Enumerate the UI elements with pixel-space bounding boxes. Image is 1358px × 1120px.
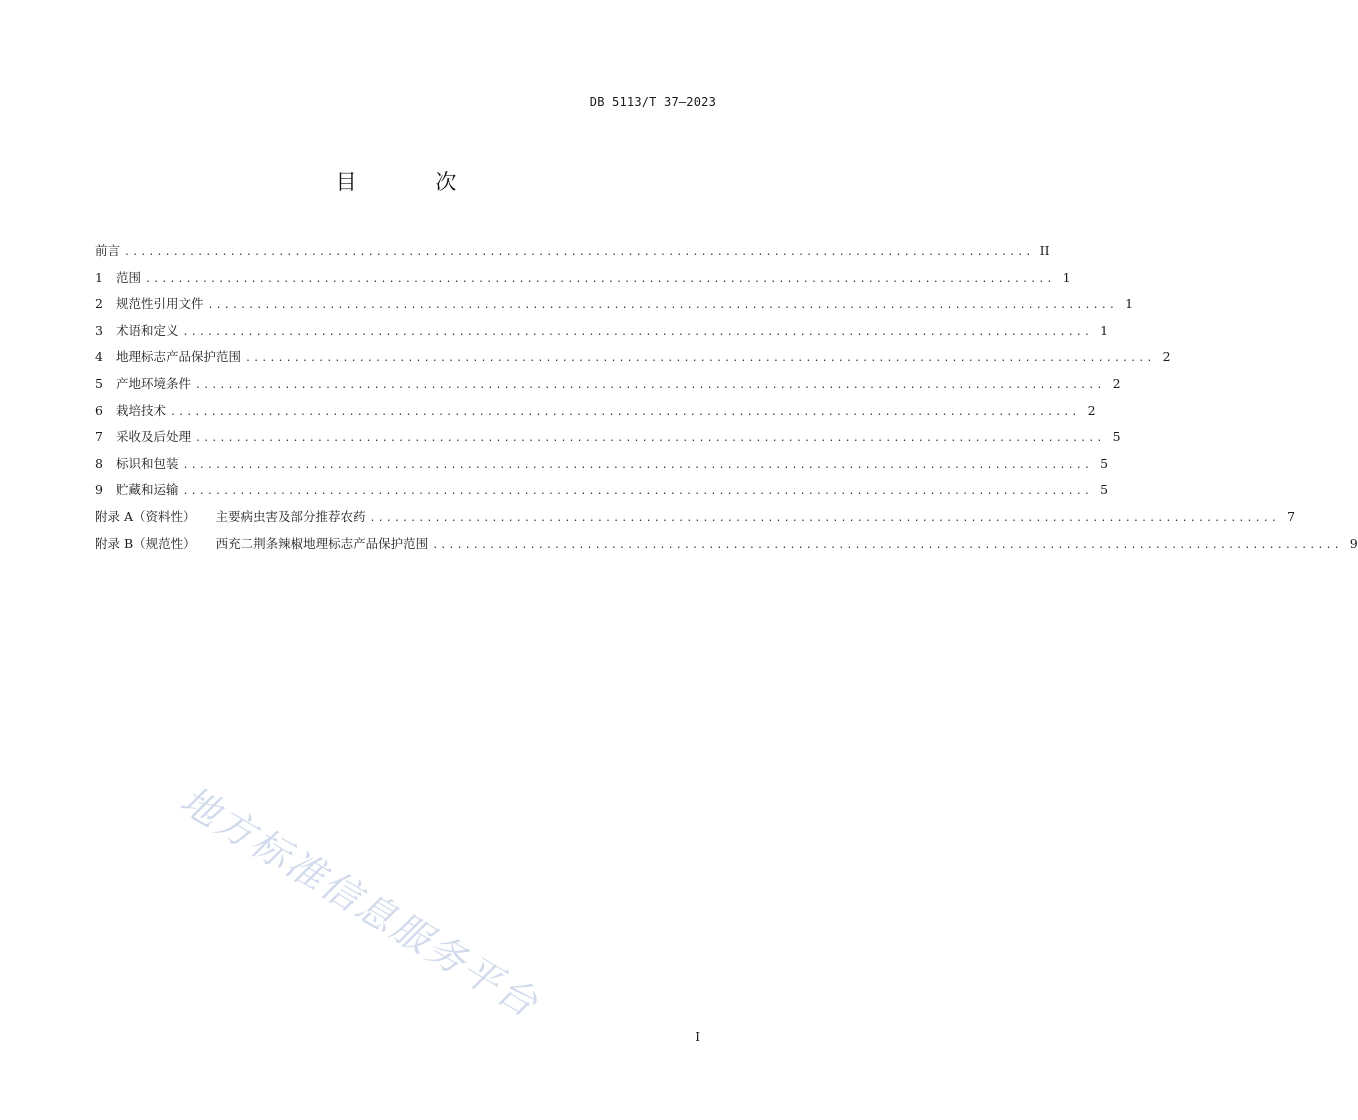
toc-entry-normative-references[interactable] — [95, 291, 1134, 318]
toc-page-number: 5 — [1100, 455, 1109, 471]
toc-page-number: 7 — [1287, 508, 1296, 524]
toc-entry-label: 规范性引用文件 — [116, 296, 204, 312]
toc-leader-dots: ................................................................................................................ — [124, 247, 1034, 258]
toc-entry-label: 主要病虫害及部分推荐农药 — [215, 508, 366, 524]
toc-section-number: 8 — [95, 455, 103, 471]
toc-leader-dots: ................................................................................................................ — [369, 512, 1280, 524]
watermark: 地方标准信息服务平台 — [172, 777, 547, 1027]
toc-entry-label: 贮藏和运输 — [116, 482, 179, 498]
toc-entry-label: 范围 — [116, 269, 142, 285]
toc-page-number: 5 — [1112, 429, 1121, 445]
toc-entry-annex-b[interactable] — [95, 531, 1358, 558]
toc-section-number: 9 — [95, 482, 103, 498]
toc-entry-label: 栽培技术 — [116, 402, 167, 418]
toc-entry-labeling-packaging[interactable] — [95, 451, 1109, 478]
toc-entry-label: 西充二荆条辣椒地理标志产品保护范围 — [215, 535, 429, 551]
toc-page-number: 2 — [1162, 349, 1171, 365]
toc-leader-dots: ................................................................................................................ — [195, 433, 1105, 445]
toc-annex-kind: 附录 A（资料性） — [95, 508, 196, 524]
toc-entry-label: 术语和定义 — [116, 322, 179, 338]
toc-leader-dots: ................................................................................................................ — [207, 300, 1118, 312]
toc-leader-dots: ................................................................................................................ — [245, 353, 1155, 365]
toc-page-number: 2 — [1112, 375, 1121, 391]
toc-entry-cultivation[interactable] — [95, 398, 1096, 425]
toc-leader-dots: ................................................................................................................ — [182, 326, 1093, 338]
toc-leader-dots: ................................................................................................................ — [182, 486, 1093, 498]
toc-leader-dots: ................................................................................................................ — [432, 539, 1342, 551]
toc-page-number: II — [1039, 243, 1050, 258]
document-code: DB 5113/T 37—2023 — [589, 95, 716, 109]
toc-entry-label: 标识和包装 — [116, 455, 179, 471]
toc-title: 目 次 — [335, 170, 493, 194]
page-number: I — [695, 1030, 700, 1044]
toc-section-number: 1 — [95, 269, 103, 285]
toc-annex-kind: 附录 B（规范性） — [95, 535, 196, 551]
toc-leader-dots: ................................................................................................................ — [145, 273, 1055, 285]
toc-section-number: 2 — [95, 296, 103, 312]
toc-leader-dots: ................................................................................................................ — [195, 379, 1105, 391]
toc-entry-foreword[interactable] — [95, 238, 1050, 265]
toc-page-number: 9 — [1349, 535, 1358, 551]
toc-entry-storage-transport[interactable] — [95, 477, 1109, 504]
toc-entry-scope[interactable] — [95, 265, 1071, 292]
toc-page-number: 2 — [1087, 402, 1096, 418]
toc-section-number: 7 — [95, 429, 103, 445]
toc-page-number: 1 — [1125, 296, 1134, 312]
toc-entry-label: 采收及后处理 — [116, 429, 192, 445]
toc-page-number: 5 — [1100, 482, 1109, 498]
toc-section-number: 3 — [95, 322, 103, 338]
toc-entry-annex-a[interactable] — [95, 504, 1296, 531]
toc-page-number: 1 — [1062, 269, 1071, 285]
toc-section-number: 6 — [95, 402, 103, 418]
toc-leader-dots: ................................................................................................................ — [170, 406, 1080, 418]
toc-entry-environment[interactable] — [95, 371, 1121, 398]
toc-section-number: 5 — [95, 375, 103, 391]
table-of-contents — [95, 238, 1358, 557]
toc-section-number: 4 — [95, 349, 103, 365]
toc-entry-label: 产地环境条件 — [116, 375, 192, 391]
toc-page-number: 1 — [1100, 322, 1109, 338]
toc-entry-label: 地理标志产品保护范围 — [116, 349, 242, 365]
toc-leader-dots: ................................................................................................................ — [182, 459, 1093, 471]
toc-entry-protection-scope[interactable] — [95, 344, 1171, 371]
toc-entry-terms-definitions[interactable] — [95, 318, 1109, 345]
toc-entry-label: 前言 — [95, 243, 121, 258]
toc-entry-harvest[interactable] — [95, 424, 1121, 451]
